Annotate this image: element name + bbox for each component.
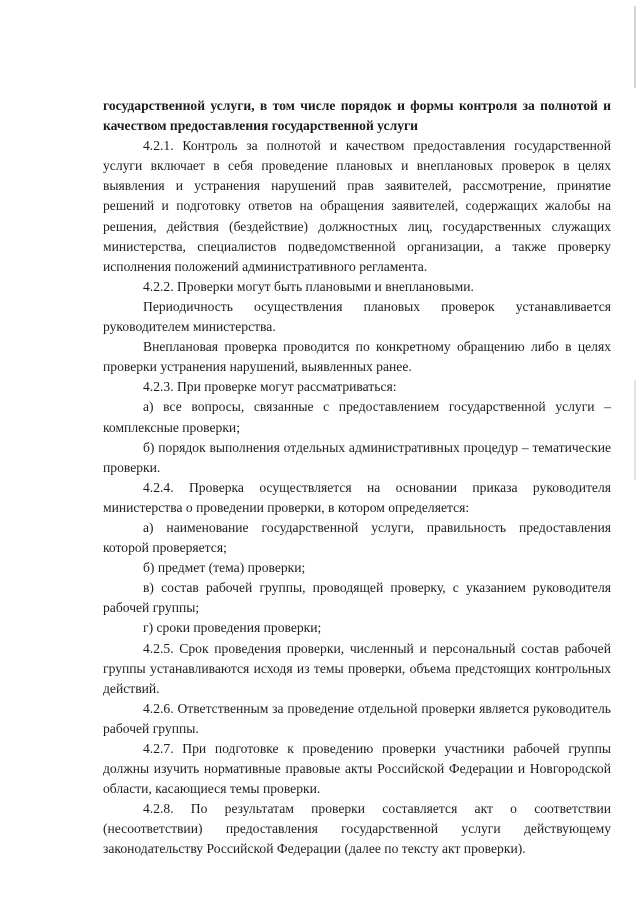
list-item-g-terms: г) сроки проведения проверки; (143, 620, 322, 636)
document-body (103, 96, 611, 860)
paragraph-4-2-3: 4.2.3. При проверке могут рассматриваться: (143, 379, 397, 395)
paragraph-4-2-6: 4.2.6. Ответственным за проведение отдельной проверки является руководитель рабочей группы. (103, 700, 611, 736)
paragraph-4-2-7: 4.2.7. При подготовке к проведению проверки участники рабочей группы должны изучить нормативные правовые акты Российской Федерации и Новгородской области, касающиеся темы проверки. (103, 741, 611, 797)
list-item-b-subject: б) предмет (тема) проверки; (143, 560, 306, 576)
list-item-a-name: а) наименование государственной услуги, правильность предоставления которой проверяется; (103, 519, 611, 556)
paragraph-unscheduled: Внеплановая проверка проводится по конкретному обращению либо в целях проверки устранения нарушений, выявленных ранее. (103, 339, 611, 375)
scan-margin-mark (634, 6, 636, 88)
scan-margin-mark (634, 380, 636, 480)
paragraph-4-2-4: 4.2.4. Проверка осуществляется на основании приказа руководителя министерства о проведении проверки, в котором определяется: (103, 479, 611, 515)
section-heading: государственной услуги, в том числе порядок и формы контроля за полнотой и качеством предоставления государственной услуги (103, 98, 611, 134)
paragraph-4-2-1: 4.2.1. Контроль за полнотой и качеством предоставления государственной услуги включает в себя проведение плановых и внеплановых проверок в целях выявления и устранения нарушений прав заявителей, рассмотрение, принятие решений и подготовку ответов на обращения заявителей, содержащих жалобы на решения, действия (бездействие) должностных лиц, государственных служащих министерства, специалистов подведомственной организации, а также проверку исполнения положений административного регламента. (103, 138, 611, 274)
paragraph-4-2-5: 4.2.5. Срок проведения проверки, численный и персональный состав рабочей группы устанавливаются исходя из темы проверки, объема предстоящих контрольных действий. (103, 640, 611, 696)
paragraph-4-2-8: 4.2.8. По результатам проверки составляется акт о соответствии (несоответствии) предоставления государственной услуги действующему законодательству Российской Федерации (далее по тексту акт проверки). (103, 801, 611, 857)
paragraph-4-2-2: 4.2.2. Проверки могут быть плановыми и внеплановыми. (143, 278, 474, 294)
list-item-v-group: в) состав рабочей группы, проводящей проверку, с указанием руководителя рабочей группы; (103, 580, 611, 616)
list-item-a-complex: а) все вопросы, связанные с предоставлением государственной услуги – комплексные проверки; (103, 399, 611, 435)
paragraph-periodicity: Периодичность осуществления плановых проверок устанавливается руководителем министерства. (103, 298, 611, 335)
list-item-b-thematic: б) порядок выполнения отдельных административных процедур – тематические проверки. (103, 439, 611, 475)
